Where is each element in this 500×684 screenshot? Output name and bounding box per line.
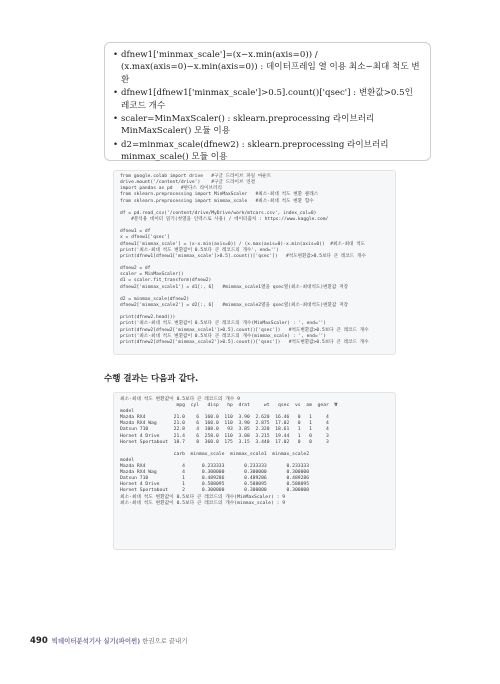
book-title: 빅데이터분석기사 실기(파이썬) — [51, 637, 141, 645]
code-line: from google.colab import drive #구글 드라이브 파일 마운트 — [120, 174, 272, 179]
page-number: 490 — [30, 636, 48, 646]
output-line: Hornet 4 Drive 1 0.588095 0.588095 0.588095 — [120, 482, 310, 488]
code-line: drive.mount('/content/drive') #구글 드라이브 연결 — [120, 180, 256, 186]
code-line: print(dfnew2.head()) — [120, 315, 176, 321]
bullet-item: • d2=minmax_scale(dfnew2) : sklearn.preprocessing 라이브러리 minmax_scale() 모듈 이용 — [113, 139, 389, 163]
code-line: df = pd.read_csv('/content/drive/MyDrive/work/mtcars.csv', index_col=0) — [120, 210, 317, 216]
output-line: Datsun 710 22.8 4 108.0 93 3.85 2.320 18.61 1 1 4 — [120, 427, 329, 433]
code-line: print('최소-최대 척도 변환값이 0.5보다 큰 레코드의 개수', end='') — [120, 247, 279, 253]
output-line: 최소-최대 척도 변환값이 0.5보다 큰 레코드의 개수(minmax_scale) : 9 — [120, 500, 286, 506]
output-line: Hornet 4 Drive 21.4 6 258.0 110 3.08 3.215 19.44 1 0 3 — [120, 433, 329, 439]
output-line: 최소-최대 척도 변환값이 0.5보다 큰 레코드의 개수(MinMaxScaler) : 9 — [120, 494, 286, 500]
output-line: Hornet Sportabout 18.7 8 360.0 175 3.15 3.440 17.02 0 0 3 — [120, 439, 329, 445]
code-line: from sklearn.preprocessing import MinMaxScaler #최소-최대 척도 변환 클래스 — [120, 192, 319, 198]
output-line: Mazda RX4 Wag 4 0.300000 0.300000 0.300000 — [120, 470, 310, 476]
output-block — [113, 392, 396, 550]
code-line: print(dfnew2[dfnew2['minmax_scale2']>0.5].count()['qsec']) #척도변환값>0.5보다 큰 레코드 개수 — [120, 339, 369, 345]
page-footer — [30, 636, 187, 646]
output-line: Mazda RX4 Wag 21.0 6 160.0 110 3.90 2.875 17.02 0 1 4 — [120, 421, 329, 427]
code-line: print(dfnew1[dfnew1['minmax_scale']>0.5].count()['qsec']) #척도변환값>0.5보다 큰 레코드 개수 — [120, 253, 366, 259]
code-line: dfnew2['minmax_scale1'] = d1[:, 6] #minmax_scale1열을 qsec열(최소-최대척도)변환값 저장 — [120, 284, 349, 290]
code-line: dfnew1 = df — [120, 229, 151, 235]
output-line: model — [120, 457, 135, 463]
bullet-item: • dfnew1[dfnew1['minmax_scale']>0.5].count()['qsec'] : 변환값>0.5인 레코드 개수 — [113, 88, 413, 111]
explanation-box — [104, 42, 431, 161]
bullet-item: • dfnew1['minmax_scale']=(x−x.min(axis=0)) / (x.max(axis=0)−x.min(axis=0)) : 데이터프레임 열 이용 최소−최대 척도 변환 — [113, 50, 420, 85]
code-line: #분석용 데이터 읽기(첫열을 인덱스로 사용) / 데이터출처 : https://www.kaggle.com/ — [120, 216, 329, 222]
code-line: from sklearn.preprocessing import minmax_scale #최소-최대 척도 변환 함수 — [120, 198, 314, 204]
bullet-item: • scaler=MinMaxScaler() : sklearn.preprocessing 라이브러리 MinMaxScaler() 모듈 이용 — [113, 114, 375, 137]
output-line: carb minmax_scale minmax_scale1 minmax_scale2 — [120, 451, 310, 457]
code-line: scaler = MinMaxScaler() — [120, 272, 184, 278]
book-subtitle: 한권으로 끝내기 — [140, 637, 188, 645]
code-line: print('최소-최대 척도 변환값이 0.5보다 큰 레코드의 개수(MinMaxScaler) : ', end='') — [120, 321, 327, 327]
result-intro-text: 수행 결과는 다음과 같다. — [104, 374, 199, 384]
code-line: dfnew2 = df — [120, 266, 151, 272]
code-line: d2 = minmax_scale(dfnew2) — [120, 296, 190, 302]
output-line: Datsun 710 1 0.489286 0.489286 0.489286 — [120, 476, 310, 482]
code-line: import pandas as pd #판다스 라이브러리 — [120, 186, 222, 192]
output-line: model — [120, 409, 135, 415]
code-line: d1 = scaler.fit_transform(dfnew2) — [120, 278, 212, 284]
code-line: print('최소-최대 척도 변환값이 0.5보다 큰 레코드의 개수(minmax_scale) : ', end='') — [120, 333, 327, 339]
code-line: dfnew2['minmax_scale2'] = d2[:, 6] #minmax_scale2열을 qsec열(최소-최대척도)변환값 저장 — [120, 302, 349, 308]
output-line: mpg cyl disp hp drat wt qsec vs am gear ₩ — [120, 403, 338, 409]
code-line: print(dfnew2[dfnew2['minmax_scale1']>0.5].count()['qsec']) #척도변환값>0.5보다 큰 레코드 개수 — [120, 327, 369, 333]
output-line: 최소-최대 척도 변환값이 0.5보다 큰 레코드의 개수 9 — [120, 397, 240, 402]
code-line: dfnew1['minmax_scale'] = (x-x.min(axis=0)) / (x.max(axis=0)-x.min(axis=0)) #최소-최대 척도 — [120, 241, 366, 247]
output-line: Hornet Sportabout 2 0.300000 0.300000 0.300000 — [120, 488, 310, 494]
code-block — [113, 170, 396, 355]
output-line: Mazda RX4 21.0 6 160.0 110 3.90 2.620 16.46 0 1 4 — [120, 415, 329, 421]
bullet-list — [113, 49, 422, 164]
code-line: x = dfnew1['qsec'] — [120, 235, 170, 241]
output-line: Mazda RX4 4 0.233333 0.233333 0.233333 — [120, 464, 310, 470]
